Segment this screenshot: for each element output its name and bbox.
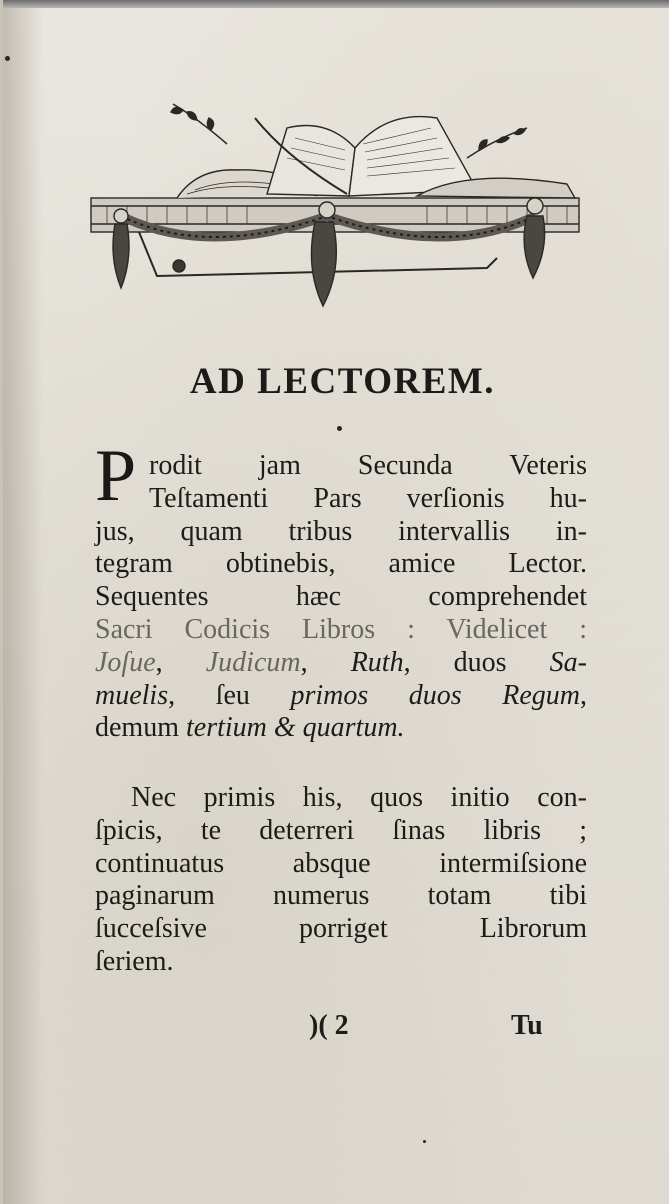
- signature-mark: )( 2: [309, 1010, 349, 1041]
- text-line: ſucceſsive porriget Librorum: [95, 913, 587, 945]
- page-heading: AD LECTOREM.: [189, 361, 496, 402]
- book-name-tertium-quartum: tertium & quartum.: [186, 712, 405, 744]
- text-line: ſpicis, te deterreri ſinas libris ;: [95, 814, 587, 846]
- paragraph-2: [95, 782, 587, 979]
- page-top-edge: [3, 0, 669, 8]
- text-line: Sequentes hæc comprehendet: [95, 581, 587, 613]
- drop-capital: P: [95, 435, 137, 517]
- book-name-judicum: Judicum: [205, 646, 301, 678]
- text-line: rodit jam Secunda Veteris: [149, 450, 587, 481]
- catchword: Tu: [511, 1010, 543, 1041]
- separator: ,: [300, 646, 351, 678]
- text-line: ſeriem.: [95, 945, 174, 977]
- text-line: paginarum numerus totam tibi: [95, 880, 587, 912]
- text-fragment: , ſeu: [168, 679, 291, 711]
- text-line: [95, 680, 587, 713]
- separator: ,: [580, 679, 587, 711]
- ink-speck: [423, 1140, 426, 1143]
- separator: ,: [155, 646, 206, 678]
- text-line: Sacri Codicis Libros : Videlicet :: [95, 613, 587, 645]
- book-name-regum: primos duos Regum: [290, 679, 580, 711]
- book-name-samuelis: Sa-: [549, 646, 587, 678]
- text-line: [95, 712, 587, 745]
- text-line: Nec primis his, quos initio con-: [131, 782, 587, 813]
- headpiece-book-vignette: [87, 98, 583, 313]
- text-fragment: , duos: [403, 646, 550, 678]
- text-fragment: demum: [95, 712, 186, 744]
- book-name-josue: Joſue: [95, 646, 156, 678]
- ink-speck: [5, 56, 10, 61]
- text-line: [95, 647, 587, 680]
- book-name-ruth: Ruth: [350, 646, 404, 678]
- spine-shadow: [3, 0, 43, 1204]
- ink-speck: [337, 426, 342, 431]
- text-line: Teſtamenti Pars verſionis hu-: [149, 482, 587, 514]
- paragraph-1: [95, 435, 587, 745]
- text-line: jus, quam tribus intervallis in-: [95, 515, 587, 547]
- text-line: tegram obtinebis, amice Lector.: [95, 548, 587, 580]
- book-name-samuelis-cont: muelis: [95, 679, 169, 711]
- text-line: continuatus absque intermiſsione: [95, 847, 587, 879]
